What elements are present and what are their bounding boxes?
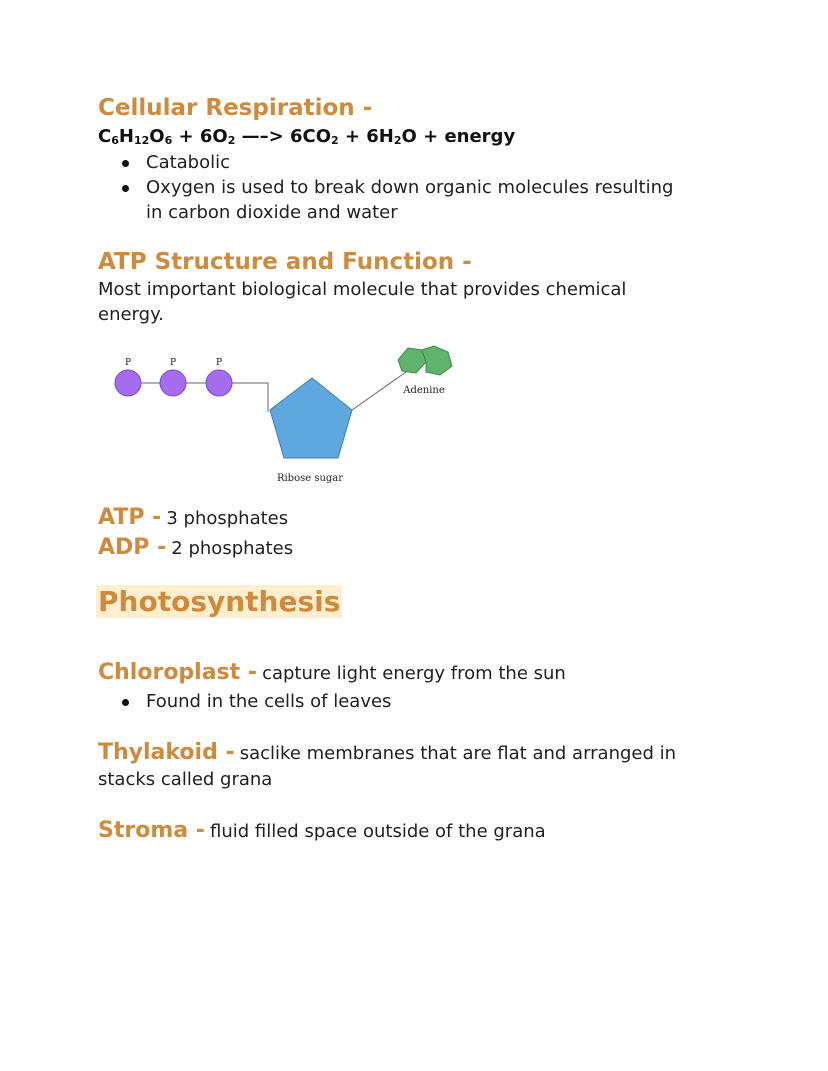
atp-line bbox=[98, 505, 288, 530]
chloroplast-line bbox=[98, 660, 566, 685]
formula-sub: 2 bbox=[393, 134, 402, 147]
adp-line bbox=[98, 535, 293, 560]
thylakoid-term: Thylakoid - bbox=[98, 740, 235, 765]
list-item: Catabolic bbox=[98, 150, 673, 175]
list-item: Found in the cells of leaves bbox=[98, 689, 391, 714]
formula-sub: 2 bbox=[227, 134, 236, 147]
phosphate-circle-1 bbox=[115, 370, 141, 396]
chloroplast-desc: capture light energy from the sun bbox=[262, 663, 566, 684]
cellular-respiration-heading: Cellular Respiration - bbox=[98, 95, 373, 121]
respiration-formula bbox=[98, 126, 515, 147]
chloroplast-bullets bbox=[98, 689, 391, 714]
ribose-pentagon bbox=[270, 378, 352, 458]
adenine-label: Adenine bbox=[403, 385, 445, 396]
atp-diagram bbox=[98, 340, 478, 490]
formula-part: H bbox=[118, 126, 134, 147]
formula-part: O bbox=[149, 126, 165, 147]
adenine-hexagon-1 bbox=[398, 348, 426, 373]
formula-part: O + energy bbox=[401, 126, 516, 147]
phosphate-circle-3 bbox=[206, 370, 232, 396]
chloroplast-term: Chloroplast - bbox=[98, 660, 257, 685]
atp-description-line1: Most important biological molecule that provides chemical bbox=[98, 279, 627, 300]
photosynthesis-title-text: Photosynthesis bbox=[98, 585, 341, 618]
respiration-bullets bbox=[98, 150, 673, 225]
formula-part: + 6O bbox=[172, 126, 228, 147]
formula-part: C bbox=[98, 126, 112, 147]
phosphate-label-3: P bbox=[215, 358, 223, 368]
atp-heading: ATP Structure and Function - bbox=[98, 249, 472, 275]
atp-description-line2: energy. bbox=[98, 304, 164, 325]
phosphate-label-1: P bbox=[124, 358, 132, 368]
formula-sub: 6 bbox=[164, 134, 173, 147]
formula-part: —–> 6CO bbox=[235, 126, 331, 147]
adenine-hexagon-2 bbox=[422, 346, 452, 375]
thylakoid-desc-line2: stacks called grana bbox=[98, 769, 273, 790]
phosphate-label-2: P bbox=[169, 358, 177, 368]
phosphate-circle-2 bbox=[160, 370, 186, 396]
adp-desc: 2 phosphates bbox=[171, 538, 294, 559]
ribose-label: Ribose sugar bbox=[276, 473, 344, 484]
photosynthesis-title bbox=[96, 585, 342, 618]
formula-part: + 6H bbox=[338, 126, 394, 147]
list-item-text: Oxygen is used to break down organic molecules resulting bbox=[146, 177, 674, 198]
stroma-desc: fluid filled space outside of the grana bbox=[209, 821, 546, 842]
stroma-line bbox=[98, 818, 546, 843]
formula-sub: 12 bbox=[133, 134, 150, 147]
stroma-term: Stroma - bbox=[98, 818, 205, 843]
list-item-text: in carbon dioxide and water bbox=[146, 202, 398, 223]
formula-sub: 2 bbox=[331, 134, 339, 147]
thylakoid-line bbox=[98, 740, 676, 765]
formula-sub: 6 bbox=[111, 134, 119, 147]
atp-desc: 3 phosphates bbox=[166, 508, 289, 529]
ribose-adenine-connector bbox=[352, 372, 406, 410]
atp-term: ATP - bbox=[98, 505, 162, 530]
adp-term: ADP - bbox=[98, 535, 167, 560]
thylakoid-desc: saclike membranes that are flat and arranged in bbox=[239, 743, 677, 764]
list-item bbox=[98, 175, 673, 225]
